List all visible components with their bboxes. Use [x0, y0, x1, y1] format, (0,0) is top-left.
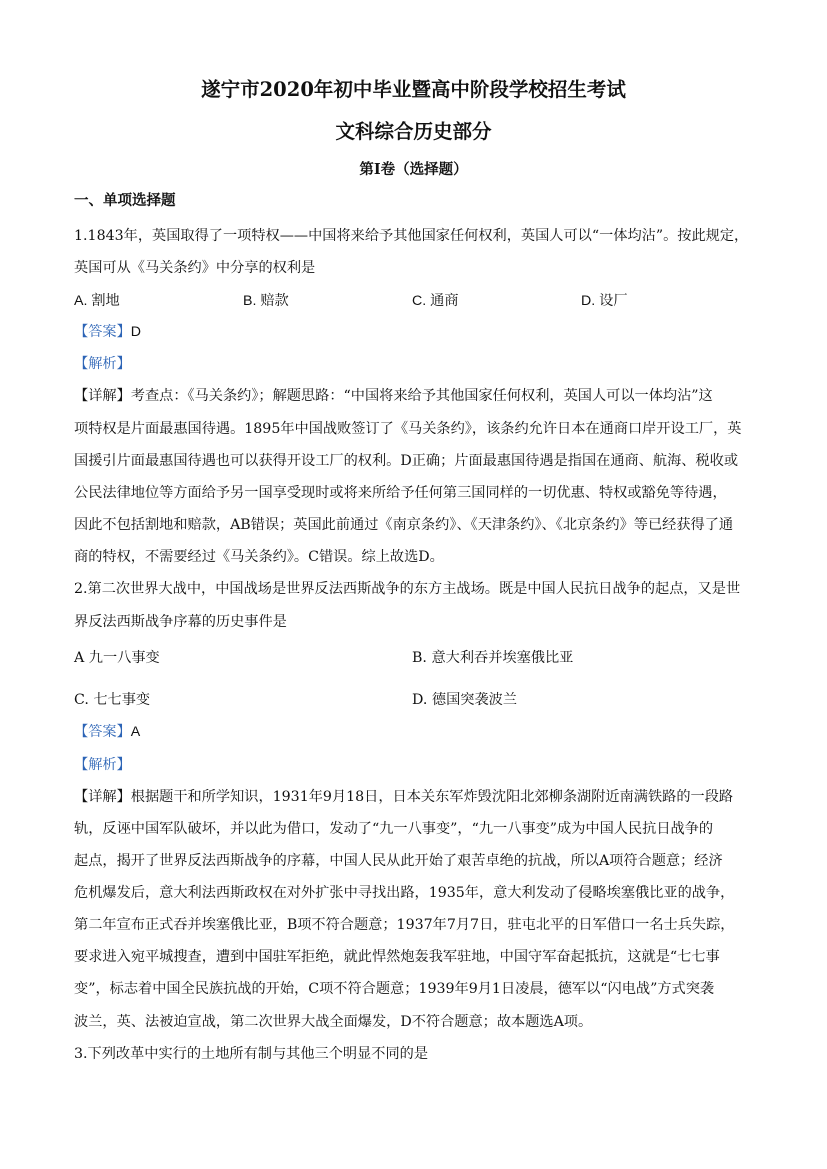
q1-answer [74, 321, 141, 341]
q2-analysis-label: 【解析】 [74, 757, 131, 773]
answer-value: D [130, 324, 142, 340]
volume-heading: 第Ⅰ卷（选择题） [359, 161, 468, 178]
q1-stem-line-2: 英国可从《马关条约》中分享的权利是 [74, 260, 316, 276]
answer-value: A [130, 724, 141, 740]
q2-detail-line-2: 轨，反诬中国军队破坏，并以此为借口，发动了“九一八事变”，“九一八事变”成为中国人民抗日战争的 [74, 821, 714, 837]
q2-detail-line-4: 危机爆发后，意大利法西斯政权在对外扩张中寻找出路，1935年，意大利发动了侵略埃塞俄比亚的战争， [74, 885, 735, 901]
q1-option-b: B. 赔款 [243, 293, 289, 309]
q2-detail-line-6: 要求进入宛平城搜查，遭到中国驻军拒绝，就此悍然炮轰我军驻地，中国守军奋起抵抗，这就是“七七事 [74, 949, 720, 965]
page-subtitle: 文科综合历史部分 [335, 120, 492, 143]
q2-detail-line-3: 起点，揭开了世界反法西斯战争的序幕，中国人民从此开始了艰苦卓绝的抗战，所以A项符合题意；经济 [74, 853, 723, 869]
page-title: 遂宁市2020年初中毕业暨高中阶段学校招生考试 [201, 78, 626, 101]
answer-label: 【答案】 [74, 324, 131, 340]
q2-detail-line-7: 变”，标志着中国全民族抗战的开始，C项不符合题意；1939年9月1日凌晨，德军以“闪电战”方式突袭 [74, 981, 715, 997]
q1-detail-line-5: 因此不包括割地和赔款，AB错误；英国此前通过《南京条约》、《天津条约》、《北京条约》等已经获得了通 [74, 517, 734, 533]
answer-label: 【答案】 [74, 724, 131, 740]
q1-option-d: D. 设厂 [581, 293, 628, 309]
q2-stem-line-2: 界反法西斯战争序幕的历史事件是 [74, 614, 287, 630]
q1-analysis-label: 【解析】 [74, 356, 131, 372]
q2-detail-line-5: 第二年宣布正式吞并埃塞俄比亚，B项不符合题意；1937年7月7日，驻屯北平的日军借口一名士兵失踪， [74, 917, 735, 933]
q2-option-d: D. 德国突袭波兰 [412, 692, 518, 708]
q1-detail-line-1: 【详解】考查点：《马关条约》；解题思路：“中国将来给予其他国家任何权利，英国人可以一体均沾”这 [74, 388, 713, 404]
q1-detail-line-2: 项特权是片面最惠国待遇。1895年中国战败签订了《马关条约》，该条约允许日本在通商口岸开设工厂，英 [74, 421, 742, 437]
q2-detail-line-1: 【详解】根据题干和所学知识，1931年9月18日，日本关东军炸毁沈阳北郊柳条湖附近南满铁路的一段路 [74, 789, 734, 805]
q2-option-a: A 九一八事变 [74, 650, 160, 666]
q2-option-c: C. 七七事变 [74, 692, 151, 708]
q2-option-b: B. 意大利吞并埃塞俄比亚 [412, 650, 574, 666]
q1-option-a: A. 割地 [74, 293, 120, 309]
q1-stem-line-1: 1.1843年，英国取得了一项特权——中国将来给予其他国家任何权利，英国人可以“一体均沾”。按此规定， [74, 228, 749, 244]
q2-stem-line-1: 2.第二次世界大战中，中国战场是世界反法西斯战争的东方主战场。既是中国人民抗日战争的起点，又是世 [74, 581, 741, 597]
q1-detail-line-3: 国援引片面最惠国待遇也可以获得开设工厂的权利。D正确；片面最惠国待遇是指国在通商、航海、税收或 [74, 453, 739, 469]
q1-detail-line-6: 商的特权，不需要经过《马关条约》。C错误。综上故选D。 [74, 549, 444, 565]
q2-answer [74, 721, 140, 741]
q3-stem: 3.下列改革中实行的土地所有制与其他三个明显不同的是 [74, 1046, 429, 1062]
q1-detail-line-4: 公民法律地位等方面给予另一国享受现时或将来所给予任何第三国同样的一切优惠、特权或豁免等待遇， [74, 485, 727, 501]
section-heading: 一、单项选择题 [74, 192, 176, 209]
q2-detail-line-8: 波兰，英、法被迫宣战，第二次世界大战全面爆发，D不符合题意；故本题选A项。 [74, 1014, 593, 1030]
q1-option-c: C. 通商 [412, 293, 459, 309]
